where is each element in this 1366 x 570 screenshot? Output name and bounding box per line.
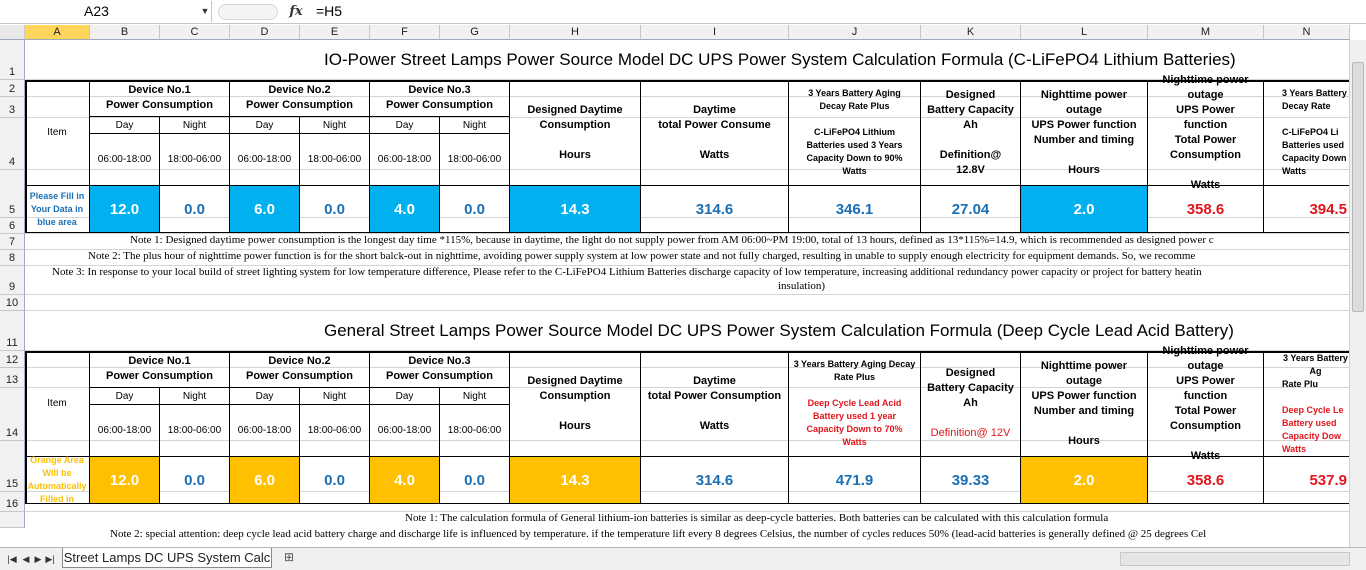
lithium-aging-decay-header-line: 3 Years Battery Aging — [808, 88, 901, 98]
lead-fill-hint-line: Filled in — [39, 494, 74, 504]
lithium-aging-decay-header-line: Decay Rate Plus — [819, 101, 890, 111]
lithium-device-3-day-label: Day — [370, 117, 440, 134]
lead-nighttime-outage-header — [1021, 351, 1148, 457]
lithium-total-power-header-line: outage — [1187, 88, 1224, 101]
lead-daytime-total-header-line — [713, 404, 716, 419]
lead-designed-daytime-header — [510, 351, 641, 457]
column-header-c[interactable]: C — [160, 25, 230, 40]
formula-input[interactable]: =H5 — [316, 3, 343, 19]
lead-total-power-watts-value[interactable]: 358.6 — [1148, 457, 1264, 504]
lead-nighttime-outage-header-line: Hours — [1068, 434, 1100, 447]
definition-label: Definition@ 12V — [930, 427, 1011, 439]
lithium-nighttime-outage-header-line: Hours — [1068, 163, 1100, 176]
lithium-note-3-continued: insulation) — [778, 280, 826, 292]
lithium-aging-decay-2-header — [1264, 80, 1350, 186]
column-header-l[interactable]: L — [1021, 25, 1148, 40]
lithium-designed-daytime-header-line: Consumption — [539, 118, 611, 131]
lithium-device-2-day-time: 06:00-18:00 — [230, 134, 300, 186]
first-sheet-icon[interactable]: |◀ — [7, 554, 17, 564]
spacer — [853, 384, 856, 397]
row-header-1[interactable]: 1 — [0, 40, 25, 80]
battery-capacity-label: Ah — [963, 397, 978, 409]
horizontal-scrollbar[interactable] — [1120, 552, 1350, 566]
row-header-7[interactable]: 7 — [0, 234, 25, 250]
lithium-battery-capacity-header-line: Designed — [945, 88, 996, 101]
lead-device-1-night-value[interactable]: 0.0 — [160, 457, 230, 504]
lead-nighttime-outage-header-line: Nighttime power — [1040, 359, 1128, 372]
row-gridline — [25, 294, 1366, 295]
row-header-2[interactable]: 2 — [0, 80, 25, 97]
lead-device-3-night-value[interactable]: 0.0 — [440, 457, 510, 504]
deep-cycle-label: Capacity Down to 70% — [806, 424, 903, 434]
row-header-11[interactable]: 11 — [0, 311, 25, 351]
lead-nighttime-outage-header-line: outage — [1065, 374, 1103, 387]
column-header-a[interactable]: A — [25, 25, 90, 40]
lithium-total-power-header-line — [1204, 163, 1207, 178]
lithium-battery-capacity-ah-value[interactable]: 27.04 — [921, 186, 1021, 233]
lithium-total-power-header-line: Consumption — [1170, 148, 1241, 161]
lithium-daytime-total-header-line — [713, 133, 716, 148]
column-header-m[interactable]: M — [1148, 25, 1264, 40]
lead-device-1-header-line: Power Consumption — [106, 370, 213, 382]
lead-total-power-header-line: Watts — [1190, 449, 1221, 462]
lithium-fill-hint — [25, 186, 90, 233]
lead-total-power-header-line: Nighttime power — [1162, 344, 1249, 357]
deep-cycle-label: Battery used — [1282, 417, 1337, 428]
lithium-total-power-header — [1148, 73, 1264, 191]
lead-fill-hint-line: Orange Area — [30, 455, 84, 465]
column-header-j[interactable]: J — [789, 25, 921, 40]
lithium-nighttime-outage-header-line — [1082, 148, 1085, 163]
lithium-device-1-night-value[interactable]: 0.0 — [160, 186, 230, 233]
lithium-device-1-day-label: Day — [90, 117, 160, 134]
lead-aging-decay-2-watts-value[interactable]: 537.9 — [1264, 457, 1350, 504]
row-header-12[interactable]: 12 — [0, 351, 25, 368]
aging-decay-label: 3 Years Battery Aging Decay — [793, 359, 916, 369]
lead-item-header-line: Item — [47, 398, 67, 409]
lithium-aging-decay-2-header-line: Batteries used — [1282, 140, 1345, 150]
row-header-6[interactable]: 6 — [0, 218, 25, 234]
lead-device-1-night-label: Night — [160, 388, 230, 405]
lead-total-power-header-line: outage — [1187, 359, 1224, 372]
lead-aging-decay-header — [789, 351, 921, 457]
aging-decay-label: 3 Years Battery Ag — [1283, 352, 1348, 376]
lead-battery-capacity-header — [921, 351, 1021, 457]
row-header-5[interactable]: 5 — [0, 170, 25, 218]
lithium-device-1-day-value[interactable]: 12.0 — [90, 186, 160, 233]
lead-item-header — [25, 351, 90, 457]
lead-designed-daytime-header-line — [573, 404, 576, 419]
column-header-i[interactable]: I — [641, 25, 789, 40]
lithium-aging-decay-2-header-line — [1282, 113, 1285, 126]
lead-section-title: General Street Lamps Power Source Model DC UPS Power System Calculation Formula (Deep Cycle Lead Acid Battery) — [324, 321, 1234, 340]
spacer — [1282, 391, 1285, 404]
row-header-8[interactable]: 8 — [0, 250, 25, 266]
sheet-tab-bar — [0, 547, 1366, 570]
row-header-9[interactable]: 9 — [0, 266, 25, 295]
lead-device-1-day-time: 06:00-18:00 — [90, 405, 160, 457]
lithium-total-power-header-line: Total Power — [1174, 133, 1237, 146]
lithium-daytime-total-watts-value[interactable]: 314.6 — [641, 186, 789, 233]
lead-nighttime-outage-header-line: UPS Power function — [1031, 389, 1137, 402]
lead-device-3-day-label: Day — [370, 388, 440, 405]
lithium-note-1: Note 1: Designed daytime power consumption is the longest day time *115%, because in daytime, the light do not supply power from AM 06:00~PM 19:00, total of 13 hours, defined as 13*115%=14.9, which is recommended as designed power c — [130, 234, 1214, 246]
lithium-item-header-line: Item — [47, 127, 67, 138]
lithium-device-2-day-value[interactable]: 6.0 — [230, 186, 300, 233]
lead-device-2-header — [230, 351, 370, 388]
lithium-battery-capacity-header-line: Definition@ — [939, 148, 1002, 161]
lead-fill-hint-line: Will be — [42, 468, 72, 478]
lithium-nighttime-outage-hours-value[interactable]: 2.0 — [1021, 186, 1148, 233]
lead-aging-decay-watts-value[interactable]: 471.9 — [789, 457, 921, 504]
lead-nighttime-outage-hours-value[interactable]: 2.0 — [1021, 457, 1148, 504]
row-header-3[interactable]: 3 — [0, 97, 25, 118]
lead-device-2-header-line: Power Consumption — [246, 370, 353, 382]
lithium-daytime-total-header-line: Daytime — [693, 103, 736, 116]
last-sheet-icon[interactable]: ▶| — [45, 554, 55, 564]
aging-decay-label: Rate Plu — [1282, 378, 1319, 389]
lithium-device-3-header-line: Device No.3 — [408, 84, 471, 96]
lithium-nighttime-outage-header-line: UPS Power function — [1031, 118, 1137, 131]
column-header-f[interactable]: F — [370, 25, 440, 40]
lithium-total-power-header-line: Nighttime power — [1162, 73, 1249, 86]
lithium-device-3-header-line: Power Consumption — [386, 99, 493, 111]
lithium-nighttime-outage-header — [1021, 80, 1148, 186]
lead-device-2-header-line: Device No.2 — [268, 355, 331, 367]
lithium-device-1-header — [90, 80, 230, 117]
lithium-daytime-total-header-line: total Power Consume — [658, 118, 771, 131]
lithium-device-2-header — [230, 80, 370, 117]
lead-designed-daytime-header-line: Designed Daytime — [527, 374, 623, 387]
lithium-note-3: Note 3: In response to your local build of street lighting system for low temperature difference, Please refer to the C-LiFePO4 Lithium Batteries discharge capacity of low temperature, increasing additional redundancy power capacity or project for battery heatin — [52, 266, 1202, 278]
lithium-section-title: IO-Power Street Lamps Power Source Model DC UPS Power System Calculation Formula (C-LiFePO4 Lithium Batteries) — [324, 50, 1236, 69]
lead-aging-decay-2-header — [1264, 351, 1350, 457]
lead-total-power-header — [1148, 344, 1264, 462]
lead-device-2-day-value[interactable]: 6.0 — [230, 457, 300, 504]
lithium-aging-decay-2-header-line: Capacity Down — [1282, 153, 1347, 163]
row-header-14[interactable]: 14 — [0, 388, 25, 441]
lead-battery-capacity-ah-value[interactable]: 39.33 — [921, 457, 1021, 504]
column-header-d[interactable]: D — [230, 25, 300, 40]
lithium-battery-capacity-header — [921, 80, 1021, 186]
lithium-battery-capacity-header-line: Ah — [963, 118, 978, 131]
column-header-n[interactable]: N — [1264, 25, 1350, 40]
lithium-aging-decay-header — [789, 80, 921, 186]
deep-cycle-label: Battery used 1 year — [812, 411, 897, 421]
lithium-total-power-watts-value[interactable]: 358.6 — [1148, 186, 1264, 233]
next-sheet-icon[interactable]: ▶ — [34, 554, 42, 564]
lithium-device-3-day-value[interactable]: 4.0 — [370, 186, 440, 233]
lithium-device-2-night-value[interactable]: 0.0 — [300, 186, 370, 233]
lithium-aging-decay-2-header-line: Decay Rate — [1282, 101, 1331, 111]
lithium-fill-hint-line: Your Data in — [30, 203, 84, 214]
lead-device-1-night-time: 18:00-06:00 — [160, 405, 230, 457]
lithium-designed-daytime-header-line — [573, 133, 576, 148]
row-header-16[interactable]: 16 — [0, 492, 25, 512]
row-header-4[interactable]: 4 — [0, 118, 25, 170]
lead-device-3-day-time: 06:00-18:00 — [370, 405, 440, 457]
formula-bar-separator — [218, 4, 278, 20]
column-header-h[interactable]: H — [510, 25, 641, 40]
lithium-note-2: Note 2: The plus hour of nighttime power function is for the short balck-out in nighttime, avoiding power supply system at low power state and not fully charged, resulting in unable to supply enough electricity for equipment demands. So, we recomme — [88, 250, 1196, 262]
formula-bar — [0, 0, 1366, 24]
lead-device-2-night-value[interactable]: 0.0 — [300, 457, 370, 504]
lithium-aging-decay-watts-value[interactable]: 346.1 — [789, 186, 921, 233]
lead-device-3-night-time: 18:00-06:00 — [440, 405, 510, 457]
lead-device-2-night-label: Night — [300, 388, 370, 405]
lithium-aging-decay-2-header-line: C-LiFePO4 Li — [1282, 127, 1339, 137]
lithium-device-2-night-time: 18:00-06:00 — [300, 134, 370, 186]
worksheet-grid[interactable] — [0, 25, 1366, 547]
lithium-battery-capacity-header-line: 12.8V — [956, 163, 985, 176]
deep-cycle-label: Capacity Dow — [1282, 430, 1342, 441]
lithium-device-3-night-value[interactable]: 0.0 — [440, 186, 510, 233]
aging-decay-label: Rate Plus — [833, 372, 875, 382]
lithium-battery-capacity-header-line: Battery Capacity — [927, 103, 1014, 116]
column-header-g[interactable]: G — [440, 25, 510, 40]
lithium-total-power-header-line: function — [1183, 118, 1228, 131]
sheet-tab[interactable]: Street Lamps DC UPS System Calc — [62, 548, 272, 568]
insert-sheet-icon[interactable]: ⊞ — [283, 550, 295, 564]
lithium-daytime-total-header-line: Watts — [699, 148, 730, 161]
lithium-fill-hint-line: Please Fill in — [29, 190, 85, 201]
lithium-device-2-night-label: Night — [300, 117, 370, 134]
lithium-total-power-header-line: Watts — [1190, 178, 1221, 191]
lead-total-power-header-line: Consumption — [1170, 419, 1241, 432]
lithium-device-1-header-line: Power Consumption — [106, 99, 213, 111]
select-all-corner[interactable] — [0, 25, 25, 40]
lead-daytime-total-header-line: total Power Consumption — [647, 389, 782, 402]
lithium-designed-daytime-header — [510, 80, 641, 186]
lithium-aging-decay-2-watts-value[interactable]: 394.5 — [1264, 186, 1350, 233]
row-header-10[interactable]: 10 — [0, 295, 25, 311]
lithium-aging-decay-2-header-line: Watts — [1282, 166, 1307, 176]
lead-note-1: Note 1: The calculation formula of General lithium-ion batteries is similar as deep-cycle batteries. Both batteries can be calculated with this calculation formula — [405, 512, 1109, 524]
lead-total-power-header-line — [1204, 434, 1207, 449]
deep-cycle-label: Watts — [1282, 443, 1307, 454]
lithium-fill-hint-line: blue area — [37, 216, 77, 227]
lead-device-3-header-line: Power Consumption — [386, 370, 493, 382]
lead-total-power-header-line: Total Power — [1174, 404, 1237, 417]
lithium-aging-decay-header-line: C-LiFePO4 Lithium — [814, 127, 895, 137]
lead-device-2-night-time: 18:00-06:00 — [300, 405, 370, 457]
lithium-device-3-night-label: Night — [440, 117, 510, 134]
lead-device-3-header-line: Device No.3 — [408, 355, 471, 367]
deep-cycle-label: Deep Cycle Lead Acid — [807, 398, 902, 408]
lead-designed-daytime-hours-value[interactable]: 14.3 — [510, 457, 641, 504]
prev-sheet-icon[interactable]: ◀ — [22, 554, 30, 564]
lead-nighttime-outage-header-line: Number and timing — [1033, 404, 1135, 417]
lithium-aging-decay-2-header-line: 3 Years Battery — [1282, 88, 1347, 98]
lithium-designed-daytime-header-line: Hours — [559, 148, 591, 161]
column-header-e[interactable]: E — [300, 25, 370, 40]
lithium-battery-capacity-header-line — [969, 133, 972, 148]
row-header-17[interactable] — [0, 512, 25, 528]
vertical-scrollbar[interactable] — [1349, 40, 1366, 547]
lithium-aging-decay-header-line: Capacity Down to 90% — [806, 153, 903, 163]
lead-fill-hint — [25, 457, 90, 504]
row-header-15[interactable]: 15 — [0, 441, 25, 492]
lead-total-power-header-line: UPS Power — [1176, 374, 1235, 387]
lead-device-1-header-line: Device No.1 — [128, 355, 191, 367]
chevron-down-icon[interactable]: ▼ — [200, 6, 210, 16]
lead-device-2-day-time: 06:00-18:00 — [230, 405, 300, 457]
lithium-item-header — [25, 80, 90, 186]
row-header-13[interactable]: 13 — [0, 368, 25, 388]
lead-note-2: Note 2: special attention: deep cycle lead acid battery charge and discharge life is influenced by temperature. if the temperature lift every 8 degrees Celsius, the number of cycles reduces 50% (lead-acid batteries is generally defined @ 25 degrees Cel — [110, 528, 1207, 540]
spacer — [969, 411, 972, 426]
lithium-device-3-night-time: 18:00-06:00 — [440, 134, 510, 186]
battery-capacity-label: Battery Capacity — [927, 382, 1014, 394]
lithium-total-power-header-line: UPS Power — [1176, 103, 1235, 116]
lithium-device-1-night-label: Night — [160, 117, 230, 134]
lithium-device-1-night-time: 18:00-06:00 — [160, 134, 230, 186]
lead-daytime-total-header-line: Daytime — [693, 374, 736, 387]
lead-device-3-day-value[interactable]: 4.0 — [370, 457, 440, 504]
row-gridline — [25, 310, 1366, 311]
lead-device-2-day-label: Day — [230, 388, 300, 405]
lead-daytime-total-header-line: Watts — [699, 419, 730, 432]
lead-designed-daytime-header-line: Consumption — [539, 389, 611, 402]
lithium-aging-decay-header-line: Watts — [842, 166, 867, 176]
lithium-daytime-total-header — [641, 80, 789, 186]
lithium-designed-daytime-hours-value[interactable]: 14.3 — [510, 186, 641, 233]
lead-device-1-header — [90, 351, 230, 388]
lead-designed-daytime-header-line: Hours — [559, 419, 591, 432]
lead-device-3-header — [370, 351, 510, 388]
deep-cycle-label: Watts — [842, 437, 867, 447]
lithium-device-2-day-label: Day — [230, 117, 300, 134]
lithium-nighttime-outage-header-line: outage — [1065, 103, 1103, 116]
lead-daytime-total-watts-value[interactable]: 314.6 — [641, 457, 789, 504]
insert-function-icon[interactable]: fx — [289, 4, 303, 19]
lithium-nighttime-outage-header-line: Nighttime power — [1040, 88, 1128, 101]
battery-capacity-label: Designed — [945, 367, 996, 379]
lithium-aging-decay-header-line — [853, 113, 856, 126]
lithium-device-2-header-line: Power Consumption — [246, 99, 353, 111]
lead-device-1-day-label: Day — [90, 388, 160, 405]
name-box[interactable]: A23 — [0, 1, 212, 22]
lead-total-power-header-line: function — [1183, 389, 1228, 402]
lithium-device-1-day-time: 06:00-18:00 — [90, 134, 160, 186]
lithium-device-3-day-time: 06:00-18:00 — [370, 134, 440, 186]
column-header-k[interactable]: K — [921, 25, 1021, 40]
lead-device-3-night-label: Night — [440, 388, 510, 405]
column-header-b[interactable]: B — [90, 25, 160, 40]
lead-device-1-day-value[interactable]: 12.0 — [90, 457, 160, 504]
lead-fill-hint-line: Automatically — [27, 481, 87, 491]
lithium-nighttime-outage-header-line: Number and timing — [1033, 133, 1135, 146]
lead-nighttime-outage-header-line — [1082, 419, 1085, 434]
lithium-device-3-header — [370, 80, 510, 117]
lithium-aging-decay-header-line: Batteries used 3 Years — [806, 140, 903, 150]
lithium-device-2-header-line: Device No.2 — [268, 84, 331, 96]
scrollbar-thumb[interactable] — [1352, 62, 1364, 312]
lithium-designed-daytime-header-line: Designed Daytime — [527, 103, 623, 116]
lithium-device-1-header-line: Device No.1 — [128, 84, 191, 96]
lead-daytime-total-header — [641, 351, 789, 457]
deep-cycle-label: Deep Cycle Le — [1282, 404, 1344, 415]
